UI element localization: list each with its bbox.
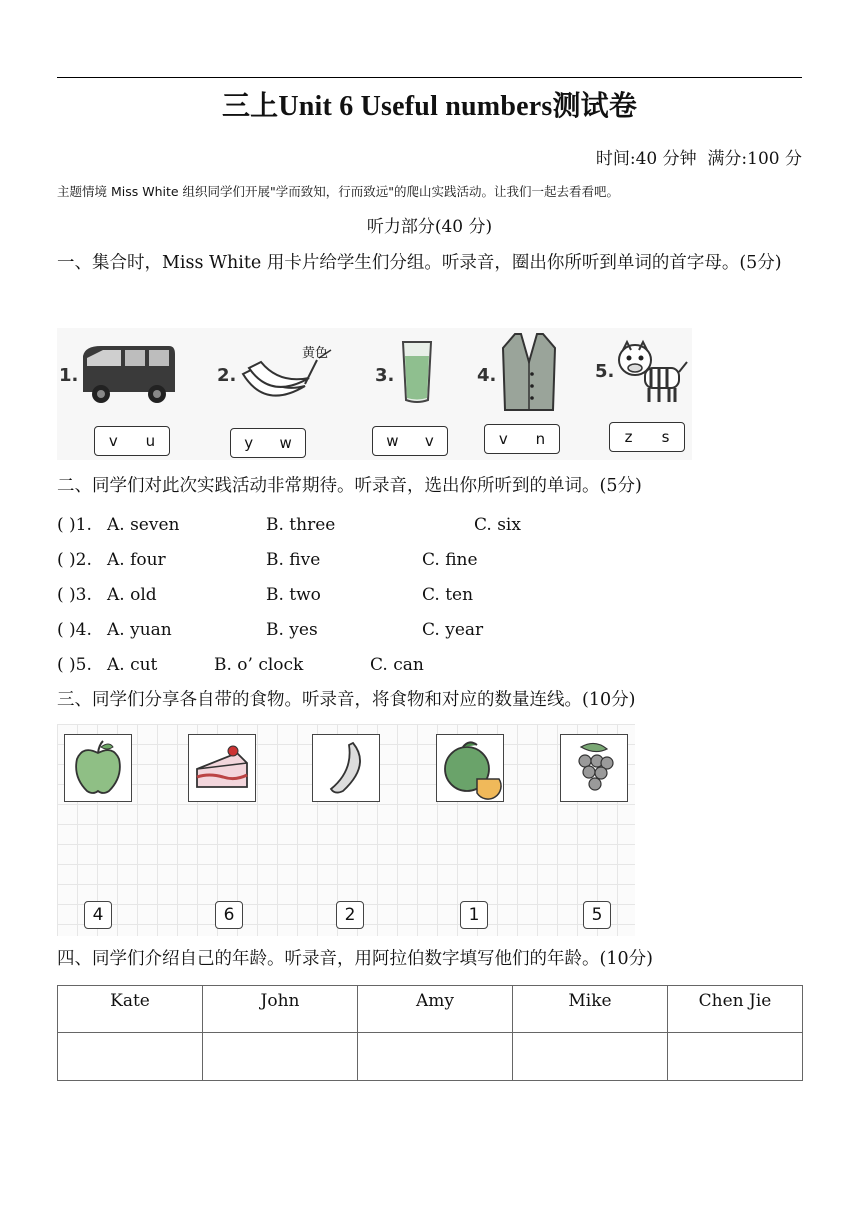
letter-option[interactable]: n <box>535 430 546 448</box>
q2-question-4 <box>57 620 802 644</box>
option-c: C. six <box>474 515 521 535</box>
letter-option[interactable]: z <box>624 428 633 446</box>
answer-blank[interactable]: ( )1. <box>57 515 92 535</box>
q2-question-3 <box>57 585 802 609</box>
q1-item-label: 5. <box>595 361 615 382</box>
orange-icon <box>437 735 503 801</box>
top-rule <box>57 77 802 78</box>
color-note: 黄色 <box>302 346 329 361</box>
q1-item-label: 4. <box>477 365 497 386</box>
q2-prompt: 二、同学们对此次实践活动非常期待。听录音，选出你所听到的单词。(5分) <box>57 476 642 496</box>
letter-option[interactable]: w <box>386 432 399 450</box>
q2-question-5 <box>57 655 802 679</box>
letter-choice-box[interactable] <box>372 426 448 456</box>
option-c: C. can <box>370 655 424 675</box>
letter-choice-box[interactable] <box>94 426 170 456</box>
age-answer-cell[interactable] <box>58 1033 203 1081</box>
option-b: B. o’ clock <box>214 655 304 675</box>
page-title: 三上Unit 6 Useful numbers测试卷 <box>221 91 638 122</box>
grapes-icon <box>561 735 627 801</box>
q1-item-label: 3. <box>375 365 395 386</box>
food-card[interactable] <box>560 734 628 802</box>
answer-blank[interactable]: ( )3. <box>57 585 92 605</box>
banana-icon <box>313 735 379 801</box>
number-card[interactable]: 2 <box>336 901 364 929</box>
vest-icon <box>501 332 557 412</box>
van-icon <box>77 342 181 406</box>
q1-picture-strip <box>57 328 692 460</box>
letter-choice-box[interactable] <box>484 424 560 454</box>
q1-item-label: 1. <box>59 365 79 386</box>
q4-prompt: 四、同学们介绍自己的年龄。听录音，用阿拉伯数字填写他们的年龄。(10分) <box>57 949 653 969</box>
answer-blank[interactable]: ( )2. <box>57 550 92 570</box>
food-card[interactable] <box>312 734 380 802</box>
q2-question-1 <box>57 515 802 539</box>
theme-intro: 主题情境 Miss White 组织同学们开展"学而致知，行而致远"的爬山实践活动。让我们一起去看看吧。 <box>57 184 620 199</box>
food-card[interactable] <box>64 734 132 802</box>
age-answer-row <box>58 1033 803 1081</box>
q3-matching-area <box>57 724 635 936</box>
option-a: A. four <box>107 550 166 570</box>
q1-item-label: 2. <box>217 365 237 386</box>
name-cell: John <box>203 986 358 1033</box>
name-cell: Kate <box>58 986 203 1033</box>
letter-option[interactable]: s <box>661 428 670 446</box>
letter-option[interactable]: w <box>279 434 292 452</box>
name-cell: Amy <box>358 986 513 1033</box>
age-answer-cell[interactable] <box>358 1033 513 1081</box>
number-card[interactable]: 5 <box>583 901 611 929</box>
section-heading: 听力部分(40 分) <box>366 217 493 237</box>
q2-question-2 <box>57 550 802 574</box>
water-glass-icon <box>397 338 437 406</box>
option-b: B. three <box>266 515 336 535</box>
age-answer-cell[interactable] <box>513 1033 668 1081</box>
letter-option[interactable]: v <box>108 432 118 450</box>
option-c: C. year <box>422 620 484 640</box>
q3-prompt: 三、同学们分享各自带的食物。听录音，将食物和对应的数量连线。(10分) <box>57 690 636 710</box>
letter-option[interactable]: u <box>145 432 156 450</box>
option-a: A. yuan <box>107 620 172 640</box>
number-card[interactable]: 6 <box>215 901 243 929</box>
option-c: C. fine <box>422 550 478 570</box>
age-answer-cell[interactable] <box>668 1033 803 1081</box>
age-table <box>57 985 803 1081</box>
cake-icon <box>189 735 255 801</box>
name-cell: Chen Jie <box>668 986 803 1033</box>
option-b: B. yes <box>266 620 318 640</box>
letter-option[interactable]: y <box>244 434 254 452</box>
food-card[interactable] <box>188 734 256 802</box>
letter-option[interactable]: v <box>424 432 434 450</box>
option-b: B. five <box>266 550 321 570</box>
age-answer-cell[interactable] <box>203 1033 358 1081</box>
option-c: C. ten <box>422 585 474 605</box>
q1-prompt: 一、集合时，Miss White 用卡片给学生们分组。听录音，圈出你所听到单词的首字母。(5分) <box>57 253 782 273</box>
food-card[interactable] <box>436 734 504 802</box>
letter-choice-box[interactable] <box>230 428 306 458</box>
letter-choice-box[interactable] <box>609 422 685 452</box>
zebra-icon <box>615 338 689 408</box>
option-a: A. old <box>107 585 157 605</box>
letter-option[interactable]: v <box>498 430 508 448</box>
age-table-header-row <box>58 986 803 1033</box>
option-a: A. seven <box>107 515 180 535</box>
apple-icon <box>65 735 131 801</box>
option-b: B. two <box>266 585 321 605</box>
exam-meta: 时间:40 分钟 满分:100 分 <box>595 149 802 169</box>
name-cell: Mike <box>513 986 668 1033</box>
option-a: A. cut <box>107 655 158 675</box>
answer-blank[interactable]: ( )5. <box>57 655 92 675</box>
answer-blank[interactable]: ( )4. <box>57 620 92 640</box>
number-card[interactable]: 4 <box>84 901 112 929</box>
number-card[interactable]: 1 <box>460 901 488 929</box>
